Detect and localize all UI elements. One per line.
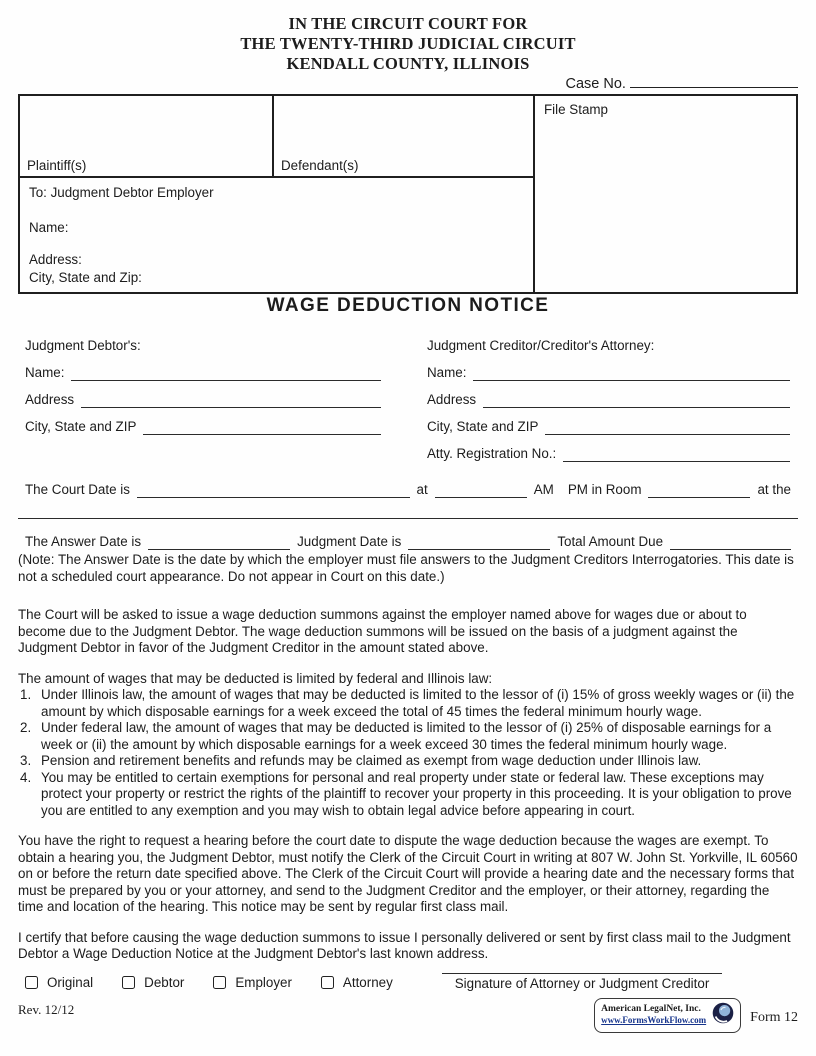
checkbox-original[interactable] <box>25 975 93 992</box>
checkbox-attorney-label: Attorney <box>342 974 393 990</box>
debtor-address-label: Address <box>25 391 75 407</box>
atty-registration-field[interactable] <box>563 460 790 462</box>
distribution-checkboxes <box>25 975 393 993</box>
list-item-number: 3. <box>20 753 32 768</box>
page-title: WAGE DEDUCTION NOTICE <box>266 295 550 316</box>
checkbox-debtor[interactable] <box>122 975 184 992</box>
room-number-field[interactable] <box>648 480 750 498</box>
list-item-text: Under Illinois law, the amount of wages that may be deducted is limited to the lessor of (i) 15% of gross weekly wages or (ii) the amount by which disposable earnings for a week exceed the total of 45 times the federal minimum hourly wage. <box>41 687 795 719</box>
distribution-signature-row <box>18 973 798 993</box>
employer-address-cell <box>20 178 533 293</box>
wage-limits-list <box>18 687 798 819</box>
creditor-name-row <box>427 354 790 381</box>
checkbox-icon[interactable] <box>122 976 135 989</box>
caption-box <box>18 94 798 294</box>
plaintiff-label: Plaintiff(s) <box>27 157 87 173</box>
caption-left <box>20 96 535 292</box>
list-item-text: Pension and retirement benefits and refunds may be claimed as exempt from wage deduction under Illinois law. <box>41 753 702 768</box>
globe-icon <box>712 1002 734 1029</box>
footer <box>18 998 798 1033</box>
checkbox-icon[interactable] <box>321 976 334 989</box>
party-details-section <box>18 327 798 462</box>
case-number-row <box>18 74 798 92</box>
list-item <box>18 687 798 720</box>
court-header-line-2: THE TWENTY-THIRD JUDICIAL CIRCUIT <box>240 34 576 53</box>
checkbox-debtor-label: Debtor <box>144 974 185 990</box>
certification-paragraph: I certify that before causing the wage deduction summons to issue I personally delivered or sent by first class mail to the Judgment Debtor a Wage Deduction Notice at the Judgment Debtor's last known address. <box>18 929 791 961</box>
court-time-field[interactable] <box>435 480 527 498</box>
vendor-logo-box <box>594 998 741 1033</box>
vendor-url-link[interactable]: www.FormsWorkFlow.com <box>601 1015 707 1026</box>
list-item-text: Under federal law, the amount of wages that may be deducted is limited to the lessor of (i) 25% of disposable earnings for a week or (ii) the amount by which disposable earnings for a week exceed 30 times the federal minimum hourly wage. <box>41 720 772 752</box>
answer-date-row <box>18 532 798 550</box>
atty-registration-label: Atty. Registration No.: <box>427 445 557 461</box>
debtor-city-label: City, State and ZIP <box>25 418 137 434</box>
court-header-line-1: IN THE CIRCUIT COURT FOR <box>288 14 528 33</box>
creditor-city-row <box>427 408 790 435</box>
checkbox-original-label: Original <box>47 974 94 990</box>
debtor-name-row <box>25 354 381 381</box>
summons-paragraph: The Court will be asked to issue a wage deduction summons against the employer named above for wages due or about to become due to the Judgment Debtor. The wage deduction summons will be issued on the basis of a judgment against the Judgment Debtor in favor of the Judgment Creditor in the amount stated above. <box>18 607 747 655</box>
hearing-rights-paragraph: You have the right to request a hearing before the court date to dispute the wage deduction because the wages are exempt. To obtain a hearing you, the Judgment Debtor, must notify the Clerk of the Circuit Court in writing at 807 W. John St. Yorkville, IL 60560 on or before the return date specified above. The Clerk of the Circuit Court will provide a hearing date and the necessary forms that must be prepared by you or your attorney, and send to the Judgment Creditor and the employer, or their attorney, regarding the time and location of the hearing. This notice may be sent by regular first class mail. <box>18 833 798 914</box>
defendant-cell[interactable] <box>274 96 533 176</box>
answer-date-field[interactable] <box>148 532 290 550</box>
judgment-date-field[interactable] <box>408 532 550 550</box>
employer-address-label[interactable]: Address: <box>29 252 82 267</box>
vendor-name: American LegalNet, Inc. <box>601 1004 701 1015</box>
caption-parties-row <box>20 96 533 178</box>
checkbox-icon[interactable] <box>25 976 38 989</box>
court-location-field[interactable] <box>18 518 798 519</box>
checkbox-employer[interactable] <box>213 975 292 992</box>
defendant-label: Defendant(s) <box>281 157 359 173</box>
list-item <box>18 753 798 770</box>
debtor-heading: Judgment Debtor's: <box>25 337 141 353</box>
court-time-at-label: at <box>416 481 428 497</box>
case-number-label: Case No. <box>565 76 626 92</box>
plaintiff-cell[interactable] <box>20 96 274 176</box>
atty-registration-row <box>427 435 790 462</box>
creditor-heading: Judgment Creditor/Creditor's Attorney: <box>427 337 655 353</box>
answer-date-note: (Note: The Answer Date is the date by which the employer must file answers to the Judgment Creditors Interrogatories. This date is not a scheduled court appearance. Do not appear in Court on this date.) <box>18 552 794 584</box>
total-amount-due-field[interactable] <box>670 532 791 550</box>
creditor-heading-row <box>427 327 790 354</box>
file-stamp-cell <box>535 96 796 292</box>
form-number-label: Form 12 <box>750 1009 798 1025</box>
debtor-city-field[interactable] <box>143 433 381 435</box>
case-number-field[interactable] <box>630 74 798 88</box>
wage-limits-intro: The amount of wages that may be deducted is limited by federal and Illinois law: <box>18 670 493 686</box>
at-the-label: at the <box>757 481 791 497</box>
court-date-label: The Court Date is <box>25 481 130 497</box>
answer-date-label: The Answer Date is <box>25 533 142 549</box>
court-date-row <box>18 480 798 498</box>
am-label[interactable]: AM <box>533 481 554 497</box>
court-date-field[interactable] <box>137 480 410 498</box>
court-header <box>18 14 798 74</box>
debtor-column <box>25 327 381 462</box>
vendor-text <box>601 1004 706 1026</box>
debtor-city-row <box>25 408 381 435</box>
revision-label: Rev. 12/12 <box>18 1002 75 1017</box>
debtor-address-row <box>25 381 381 408</box>
file-stamp-label: File Stamp <box>544 102 608 117</box>
creditor-address-label: Address <box>427 391 477 407</box>
vendor-area <box>594 998 798 1033</box>
creditor-name-label: Name: <box>427 364 467 380</box>
list-item-number: 2. <box>20 720 32 735</box>
employer-city-label[interactable]: City, State and Zip: <box>29 269 142 285</box>
list-item-text: You may be entitled to certain exemptions for personal and real property under state or federal law. These exceptions may protect your property or restrict the rights of the plaintiff to recover your property in this proceeding. It is your obligation to prove you are entitled to any exemption and you may wish to obtain legal advice before appearing in court. <box>41 769 792 818</box>
signature-block <box>442 973 722 993</box>
debtor-name-label: Name: <box>25 364 65 380</box>
list-item-number: 4. <box>20 769 32 785</box>
total-amount-due-label: Total Amount Due <box>557 533 664 549</box>
court-header-line-3: KENDALL COUNTY, ILLINOIS <box>286 54 530 73</box>
checkbox-attorney[interactable] <box>321 975 393 992</box>
checkbox-employer-label: Employer <box>235 974 292 990</box>
pm-in-room-label[interactable]: PM in Room <box>567 481 642 497</box>
signature-caption: Signature of Attorney or Judgment Creditor <box>454 975 710 991</box>
employer-name-label[interactable]: Name: <box>29 219 69 235</box>
list-item-number: 1. <box>20 687 32 702</box>
creditor-address-row <box>427 381 790 408</box>
judgment-date-label: Judgment Date is <box>297 533 402 549</box>
debtor-heading-row <box>25 327 381 354</box>
list-item <box>18 720 798 753</box>
checkbox-icon[interactable] <box>213 976 226 989</box>
creditor-column <box>427 327 790 462</box>
list-item <box>18 770 798 820</box>
creditor-city-label: City, State and ZIP <box>427 418 539 434</box>
to-employer-label: To: Judgment Debtor Employer <box>29 185 214 200</box>
